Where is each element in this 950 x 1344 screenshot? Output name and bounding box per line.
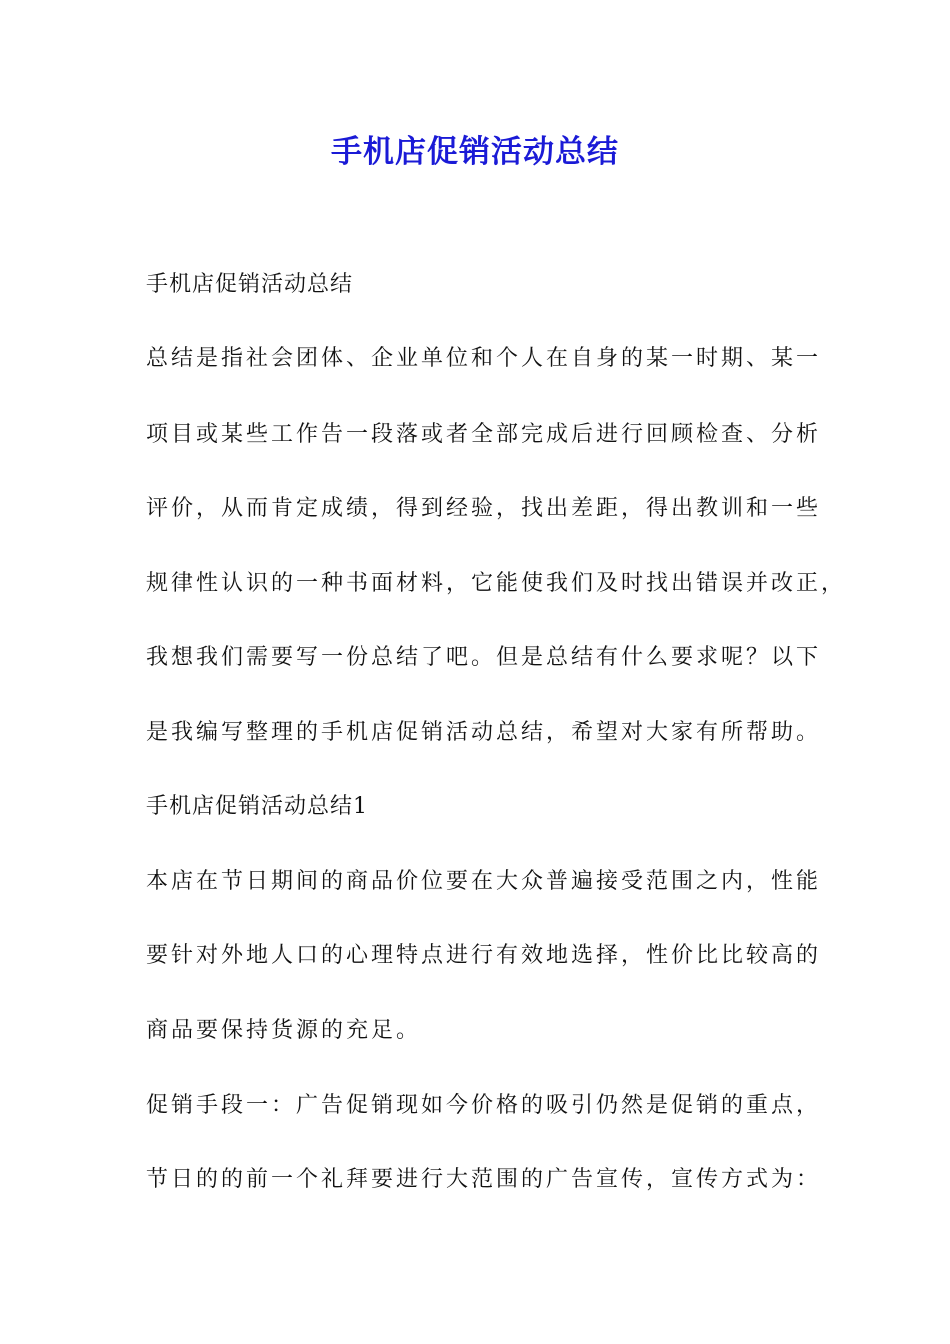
paragraph-line: 手机店促销活动总结 (146, 272, 354, 297)
paragraph-line: 是我编写整理的手机店促销活动总结，希望对大家有所帮助。 (146, 720, 822, 745)
paragraph-line: 评价，从而肯定成绩，得到经验，找出差距，得出教训和一些 (146, 496, 822, 521)
paragraph-line: 项目或某些工作告一段落或者全部完成后进行回顾检查、分析 (146, 422, 822, 447)
section-heading: 手机店促销活动总结1 (146, 794, 368, 819)
paragraph-line: 我想我们需要写一份总结了吧。但是总结有什么要求呢？以下 (146, 645, 822, 670)
paragraph-line: 总结是指社会团体、企业单位和个人在自身的某一时期、某一 (146, 346, 822, 371)
paragraph-line: 商品要保持货源的充足。 (146, 1018, 422, 1043)
paragraph-line: 本店在节日期间的商品价位要在大众普遍接受范围之内，性能 (146, 869, 822, 894)
paragraph-line: 规律性认识的一种书面材料，它能使我们及时找出错误并改正， (146, 571, 847, 596)
paragraph-line: 节日的的前一个礼拜要进行大范围的广告宣传，宣传方式为： (146, 1167, 822, 1192)
paragraph-line: 促销手段一：广告促销现如今价格的吸引仍然是促销的重点， (146, 1093, 822, 1118)
paragraph-line: 要针对外地人口的心理特点进行有效地选择，性价比比较高的 (146, 943, 822, 968)
document-title: 手机店促销活动总结 (331, 134, 619, 170)
